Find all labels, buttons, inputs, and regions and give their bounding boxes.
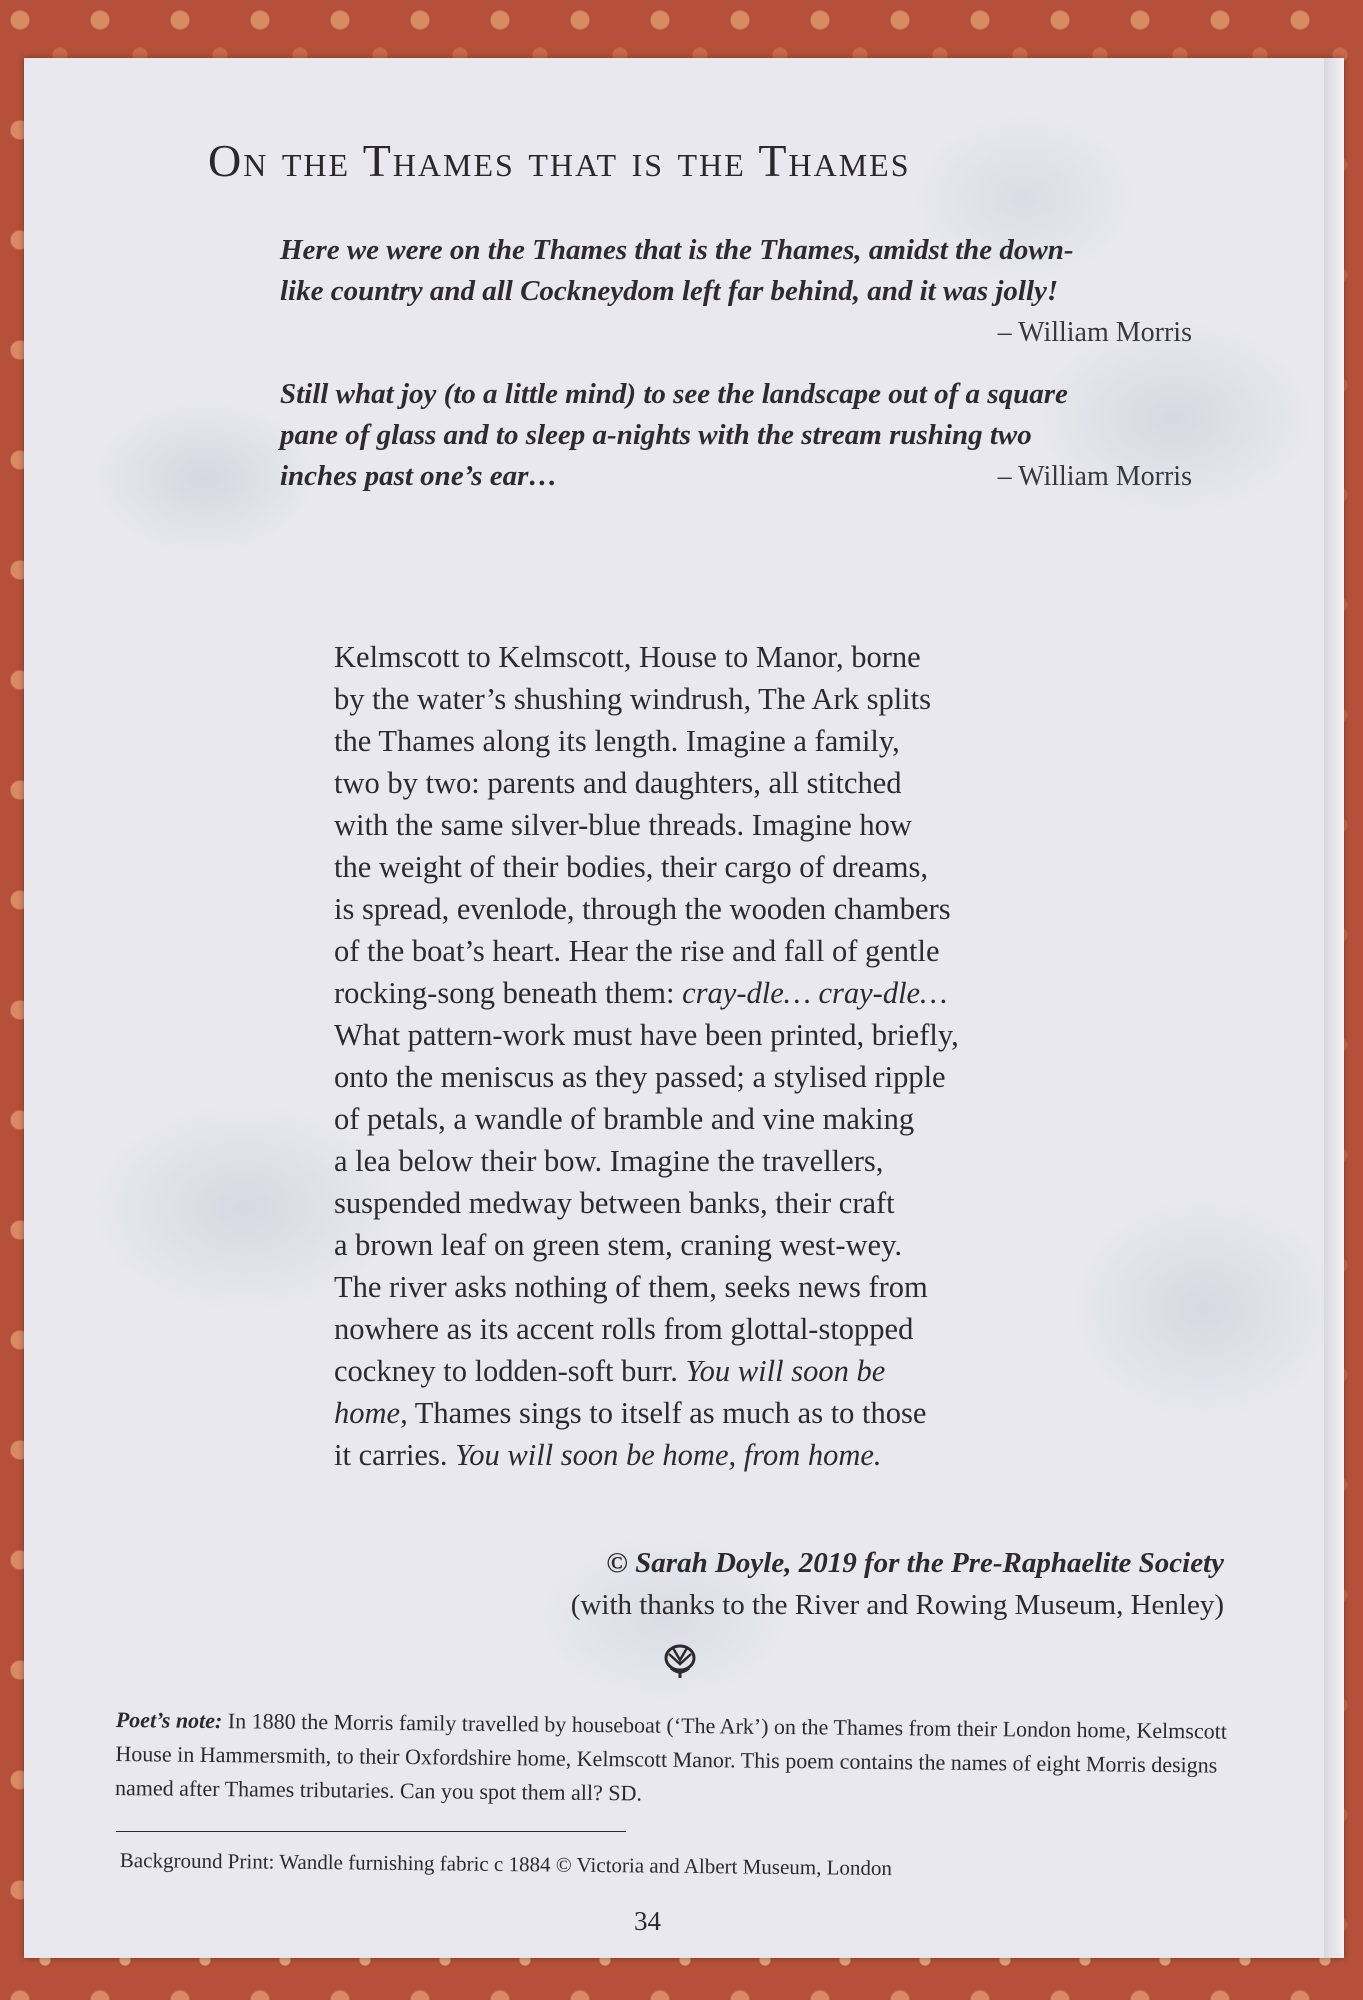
poem-line bbox=[334, 1350, 1074, 1392]
page-number: 34 bbox=[634, 1906, 661, 1936]
poem-line-text: cockney to lodden-soft burr. bbox=[334, 1354, 678, 1388]
poem-italic-fragment: You will soon be home, from home. bbox=[455, 1438, 882, 1472]
poem-line bbox=[334, 972, 1074, 1014]
poem-line: the weight of their bodies, their cargo of dreams, bbox=[334, 850, 929, 884]
epigraph-line: pane of glass and to sleep a-nights with the stream rushing two bbox=[280, 419, 1032, 451]
epigraph-line: like country and all Cockneydom left far behind, and it was jolly! bbox=[280, 275, 1059, 307]
poem-line-text: rocking-song beneath them: bbox=[334, 976, 675, 1010]
booklet-page bbox=[24, 58, 1344, 1958]
epigraph-last-line bbox=[280, 456, 1192, 497]
poem-line: by the water’s shushing windrush, The Ark splits bbox=[334, 682, 931, 716]
poem-line: of the boat’s heart. Hear the rise and fall of gentle bbox=[334, 934, 940, 968]
epigraph-2 bbox=[280, 374, 1192, 497]
epigraph-line: Still what joy (to a little mind) to see the landscape out of a square bbox=[280, 378, 1068, 410]
poem-line: onto the meniscus as they passed; a stylised ripple bbox=[334, 1060, 946, 1094]
poem-line: Kelmscott to Kelmscott, House to Manor, borne bbox=[334, 640, 921, 674]
poem-line: the Thames along its length. Imagine a family, bbox=[334, 724, 900, 758]
page-title: On the Thames that is the Thames bbox=[208, 135, 911, 186]
epigraph-line: Here we were on the Thames that is the Thames, amidst the down- bbox=[280, 234, 1074, 266]
poem-line bbox=[334, 1434, 1074, 1476]
poem-body bbox=[334, 636, 1074, 1476]
poem-line: The river asks nothing of them, seeks news from bbox=[334, 1270, 928, 1304]
poets-note-label: Poet’s note: bbox=[115, 1706, 223, 1734]
poets-note bbox=[115, 1703, 1266, 1817]
poem-line: is spread, evenlode, through the wooden chambers bbox=[334, 892, 951, 926]
poem-line: a lea below their bow. Imagine the travellers, bbox=[334, 1144, 884, 1178]
poem-line: a brown leaf on green stem, craning west-wey. bbox=[334, 1228, 902, 1262]
poem-line: with the same silver-blue threads. Imagine how bbox=[334, 808, 912, 842]
epigraph-line: inches past one’s ear… bbox=[280, 460, 558, 492]
credit-thanks: (with thanks to the River and Rowing Museum, Henley) bbox=[570, 1589, 1224, 1621]
poem-line: of petals, a wandle of bramble and vine making bbox=[334, 1102, 915, 1136]
poem-italic-fragment: You will soon be bbox=[685, 1354, 886, 1388]
poem-line: What pattern-work must have been printed, briefly, bbox=[334, 1018, 959, 1052]
poem-line-text: it carries. bbox=[334, 1438, 448, 1472]
background-print-credit: Background Print: Wandle furnishing fabric c 1884 © Victoria and Albert Museum, London bbox=[119, 1848, 893, 1881]
page-spine bbox=[1324, 58, 1344, 1958]
poem-line: two by two: parents and daughters, all stitched bbox=[334, 766, 902, 800]
credit-line: © Sarah Doyle, 2019 for the Pre-Raphaelite Society bbox=[606, 1547, 1224, 1579]
poem-line-text: Thames sings to itself as much as to those bbox=[414, 1396, 927, 1430]
poem-line: nowhere as its accent rolls from glottal-stopped bbox=[334, 1312, 914, 1346]
epigraph-attribution: – William Morris bbox=[997, 317, 1192, 348]
poem-line: suspended medway between banks, their craft bbox=[334, 1186, 895, 1220]
copyright-credit bbox=[571, 1542, 1224, 1626]
epigraph-attribution: – William Morris bbox=[997, 461, 1192, 492]
poem-italic-fragment: cray-dle… cray-dle… bbox=[682, 976, 948, 1010]
epigraph-1 bbox=[280, 230, 1192, 353]
poem-line bbox=[334, 1392, 1074, 1434]
footnote-divider bbox=[116, 1831, 626, 1832]
poets-note-text: In 1880 the Morris family travelled by houseboat (‘The Ark’) on the Thames from their London home, Kelmscott House in Hammersmith, to their Oxfordshire home, Kelmscott Manor. This poem contains the names of eight Morris designs named after Thames tributaries. Can you spot them all? SD. bbox=[114, 1708, 1228, 1806]
poem-italic-fragment: home, bbox=[334, 1396, 408, 1430]
thistle-emblem-icon bbox=[659, 1640, 701, 1680]
